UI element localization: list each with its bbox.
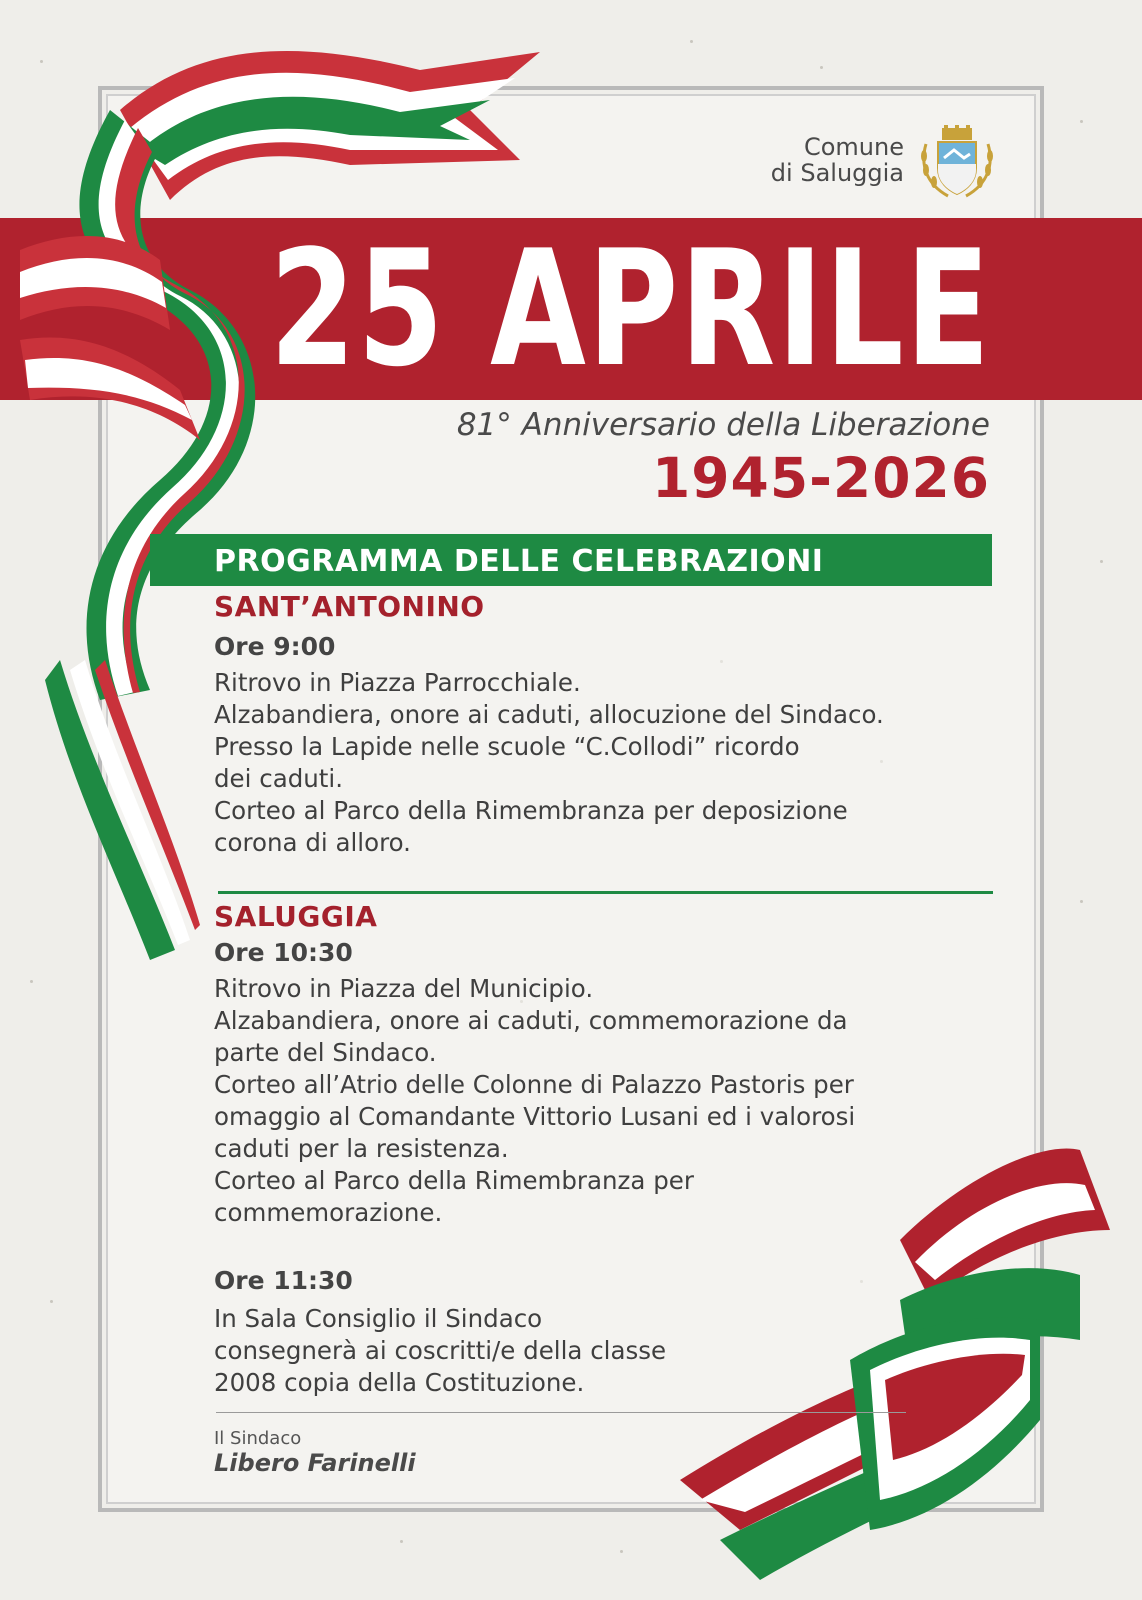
section-divider — [218, 891, 993, 894]
section-line: Corteo al Parco della Rimembranza per deposizione — [214, 796, 848, 825]
section-line: Alzabandiera, onore ai caduti, allocuzione del Sindaco. — [214, 700, 884, 729]
section-line: caduti per la resistenza. — [214, 1134, 509, 1163]
section-line: Corteo al Parco della Rimembranza per — [214, 1166, 694, 1195]
years-range: 1945-2026 — [652, 446, 990, 510]
section-line: corona di alloro. — [214, 828, 411, 857]
section-line: dei caduti. — [214, 764, 343, 793]
section-line: omaggio al Comandante Vittorio Lusani ed i valorosi — [214, 1102, 856, 1131]
municipality-name — [771, 134, 904, 186]
section-line: Ritrovo in Piazza Parrocchiale. — [214, 668, 581, 697]
section-sala-consiglio — [214, 1266, 914, 1399]
section-santantonino-body — [214, 632, 914, 859]
section-place: SALUGGIA — [214, 900, 378, 933]
signature-divider — [216, 1412, 906, 1413]
section-time: Ore 9:00 — [214, 632, 336, 661]
section-santantonino — [214, 590, 914, 623]
section-time: Ore 10:30 — [214, 938, 353, 967]
section-time: Ore 11:30 — [214, 1266, 353, 1295]
section-line: Alzabandiera, onore ai caduti, commemorazione da — [214, 1006, 848, 1035]
section-line: In Sala Consiglio il Sindaco — [214, 1304, 543, 1333]
program-heading: PROGRAMMA DELLE CELEBRAZIONI — [214, 544, 824, 579]
municipality-line-2: di Saluggia — [770, 159, 904, 187]
section-saluggia — [214, 900, 914, 933]
page-title: 25 APRILE — [269, 215, 992, 402]
section-line: commemorazione. — [214, 1198, 443, 1227]
section-line: parte del Sindaco. — [214, 1038, 437, 1067]
section-line: 2008 copia della Costituzione. — [214, 1368, 585, 1397]
section-place: SANT’ANTONINO — [214, 590, 485, 623]
section-saluggia-body — [214, 938, 914, 1229]
program-heading-bar — [150, 534, 992, 586]
section-line: Corteo all’Atrio delle Colonne di Palazzo Pastoris per — [214, 1070, 854, 1099]
section-line: consegnerà ai coscritti/e della classe — [214, 1336, 667, 1365]
signature-role: Il Sindaco — [214, 1428, 302, 1449]
section-line: Presso la Lapide nelle scuole “C.Collodi” ricordo — [214, 732, 800, 761]
signature-name: Libero Farinelli — [214, 1449, 416, 1477]
section-line: Ritrovo in Piazza del Municipio. — [214, 974, 594, 1003]
anniversary-subtitle: 81° Anniversario della Liberazione — [456, 407, 990, 443]
municipal-crest-icon — [918, 124, 996, 204]
municipality-line-1: Comune — [803, 133, 904, 161]
tricolor-ribbon-right — [0, 0, 1, 1]
